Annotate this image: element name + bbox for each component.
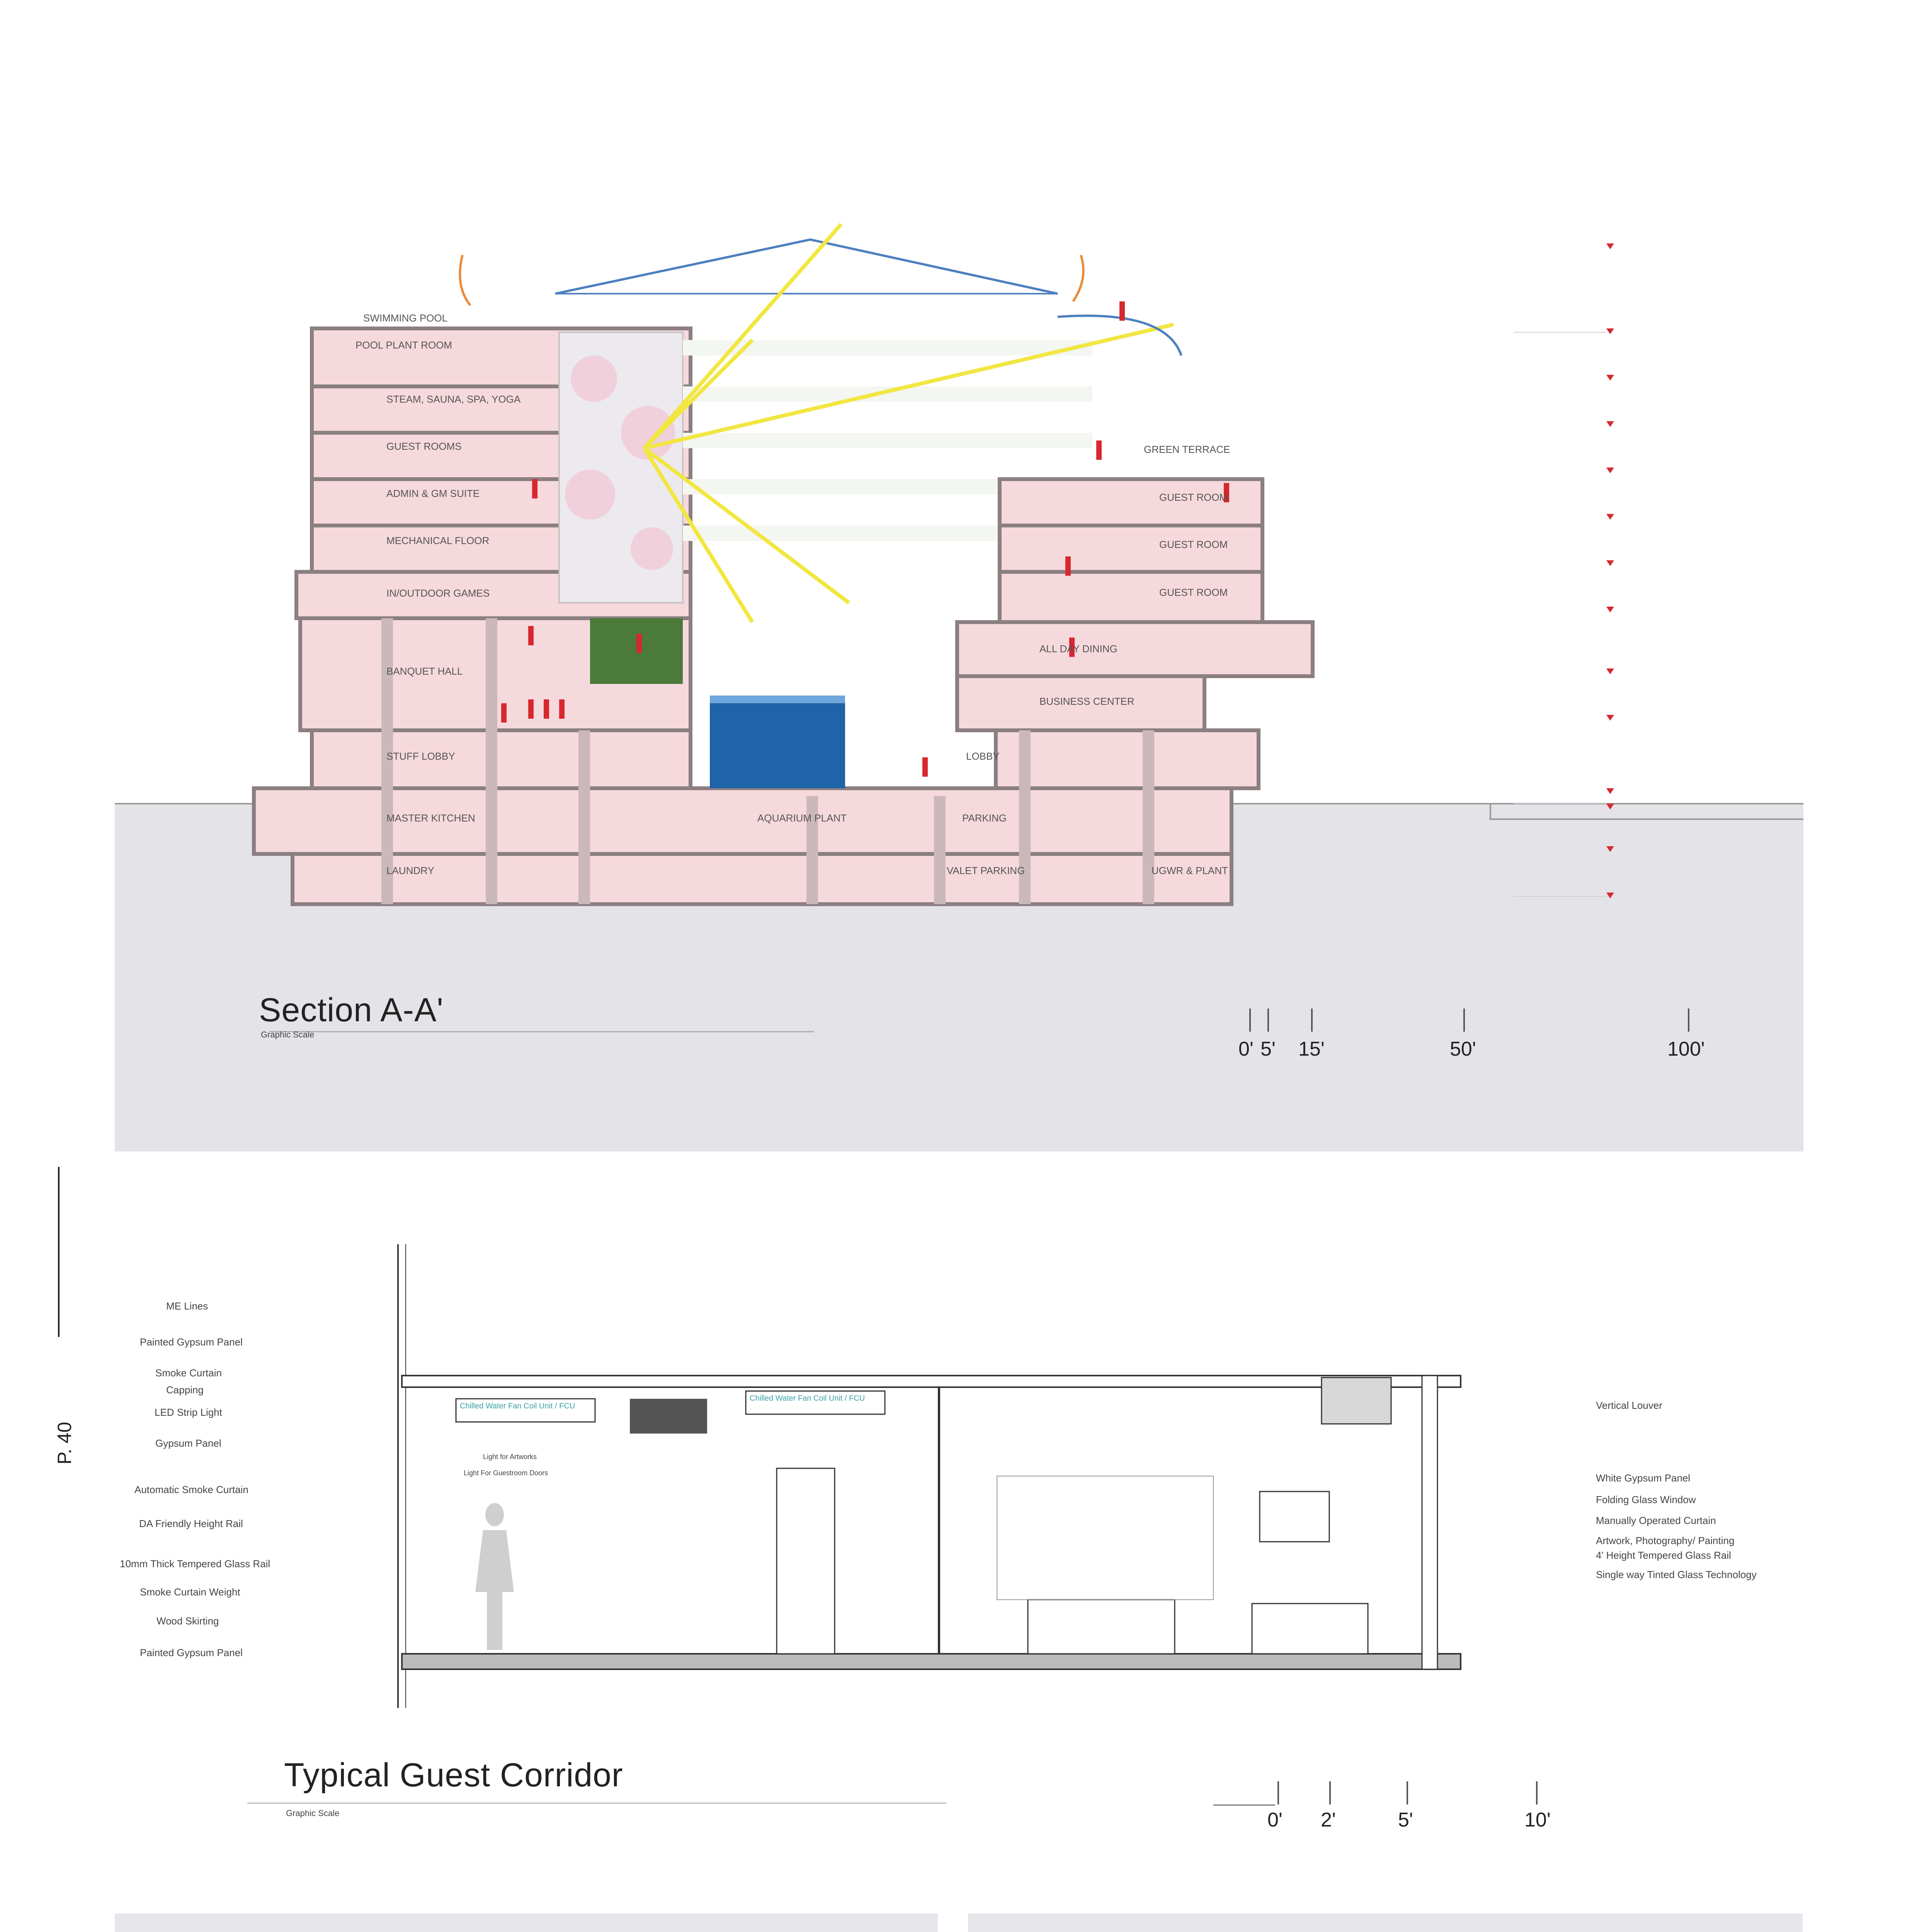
label-guest-rooms: GUEST ROOMS [386, 440, 462, 452]
corridor-scale-0: 0' [1267, 1809, 1283, 1831]
corridor-drawing [379, 1244, 1530, 1723]
label-wood-skirting: Wood Skirting [156, 1615, 219, 1627]
corridor-tick-2 [1329, 1781, 1331, 1804]
section-scale-0: 0' [1238, 1038, 1254, 1060]
label-guest-room-2: GUEST ROOM [1159, 539, 1228, 550]
label-da-rail: DA Friendly Height Rail [139, 1518, 243, 1529]
corridor-tick-0 [1277, 1781, 1279, 1804]
label-parking: PARKING [962, 812, 1007, 824]
label-banquet: BANQUET HALL [386, 665, 463, 677]
label-green-terrace: GREEN TERRACE [1144, 444, 1230, 455]
corridor-tick-10 [1536, 1781, 1538, 1804]
label-games: IN/OUTDOOR GAMES [386, 587, 490, 599]
label-stuff-lobby: STUFF LOBBY [386, 750, 455, 762]
junior-suite-render [115, 1913, 938, 1932]
label-master-kitchen: MASTER KITCHEN [386, 812, 475, 824]
corridor-tick-5 [1407, 1781, 1408, 1804]
label-gypsum-panel: Gypsum Panel [155, 1437, 221, 1449]
label-lobby: LOBBY [966, 750, 1000, 762]
label-me-lines: ME Lines [166, 1300, 208, 1312]
section-scale-100: 100' [1667, 1038, 1705, 1060]
corridor-scale-5: 5' [1398, 1809, 1413, 1831]
label-capping: Capping [166, 1384, 204, 1396]
person-silhouette [485, 1503, 504, 1526]
label-smoke-curtain: Smoke Curtain [155, 1367, 222, 1379]
corridor-title: Typical Guest Corridor [284, 1757, 623, 1794]
label-guest-room-3: GUEST ROOM [1159, 587, 1228, 598]
label-tempered-rail: 4' Height Tempered Glass Rail [1596, 1549, 1731, 1561]
label-folding-glass: Folding Glass Window [1596, 1494, 1696, 1505]
page-marker-line [58, 1167, 60, 1337]
label-tinted-glass: Single way Tinted Glass Technology [1596, 1569, 1757, 1580]
label-curtain: Manually Operated Curtain [1596, 1515, 1716, 1526]
corridor-section [379, 1244, 1530, 1723]
label-auto-smoke-curtain: Automatic Smoke Curtain [134, 1484, 248, 1495]
label-mechanical: MECHANICAL FLOOR [386, 535, 490, 546]
label-laundry: LAUNDRY [386, 865, 434, 876]
corridor-graphic-scale: Graphic Scale [286, 1808, 340, 1818]
label-fcu-2: Chilled Water Fan Coil Unit / FCU [750, 1394, 865, 1403]
label-admin: ADMIN & GM SUITE [386, 488, 480, 499]
deluxe-room-render [968, 1913, 1803, 1932]
label-white-gypsum: White Gypsum Panel [1596, 1472, 1691, 1484]
label-aquarium-plant: AQUARIUM PLANT [757, 812, 847, 824]
label-smoke-weight: Smoke Curtain Weight [140, 1586, 240, 1598]
roof-truss [555, 240, 1058, 294]
corridor-scale-2: 2' [1321, 1809, 1336, 1831]
corridor-title-rule [247, 1803, 947, 1804]
section-scale-5: 5' [1260, 1038, 1276, 1060]
label-pool-plant-room: POOL PLANT ROOM [356, 339, 452, 351]
label-light-artworks: Light for Artworks [483, 1453, 537, 1461]
section-scale-15: 15' [1298, 1038, 1325, 1060]
label-artwork: Artwork, Photography/ Painting [1596, 1535, 1735, 1546]
section-scale-50: 50' [1450, 1038, 1476, 1060]
section-aa-title: Section A-A' [259, 992, 444, 1029]
label-vertical-louver: Vertical Louver [1596, 1400, 1662, 1411]
corridor-scale-10: 10' [1524, 1809, 1551, 1831]
label-steam: STEAM, SAUNA, SPA, YOGA [386, 393, 521, 405]
label-light-guestroom: Light For Guestroom Doors [464, 1469, 548, 1477]
corridor-scale-bar [1213, 1804, 1275, 1806]
basement-2 [293, 854, 1232, 904]
label-all-day-dining: ALL DAY DINING [1039, 643, 1118, 655]
label-painted-gypsum-top: Painted Gypsum Panel [140, 1336, 243, 1348]
label-led-strip: LED Strip Light [155, 1406, 222, 1418]
label-ugwr: UGWR & PLANT [1152, 865, 1228, 876]
aquarium [710, 699, 845, 788]
label-painted-gypsum-bottom: Painted Gypsum Panel [140, 1647, 243, 1658]
page-number: P. 40 [54, 1422, 75, 1464]
label-valet-parking: VALET PARKING [947, 865, 1025, 876]
label-guest-room-1: GUEST ROOM [1159, 492, 1228, 503]
section-aa-graphic-scale: Graphic Scale [261, 1030, 315, 1039]
label-business-center: BUSINESS CENTER [1039, 696, 1135, 707]
label-glass-rail: 10mm Thick Tempered Glass Rail [120, 1558, 270, 1570]
label-swimming-pool: SWIMMING POOL [363, 312, 448, 324]
label-fcu-1: Chilled Water Fan Coil Unit / FCU [460, 1402, 575, 1410]
